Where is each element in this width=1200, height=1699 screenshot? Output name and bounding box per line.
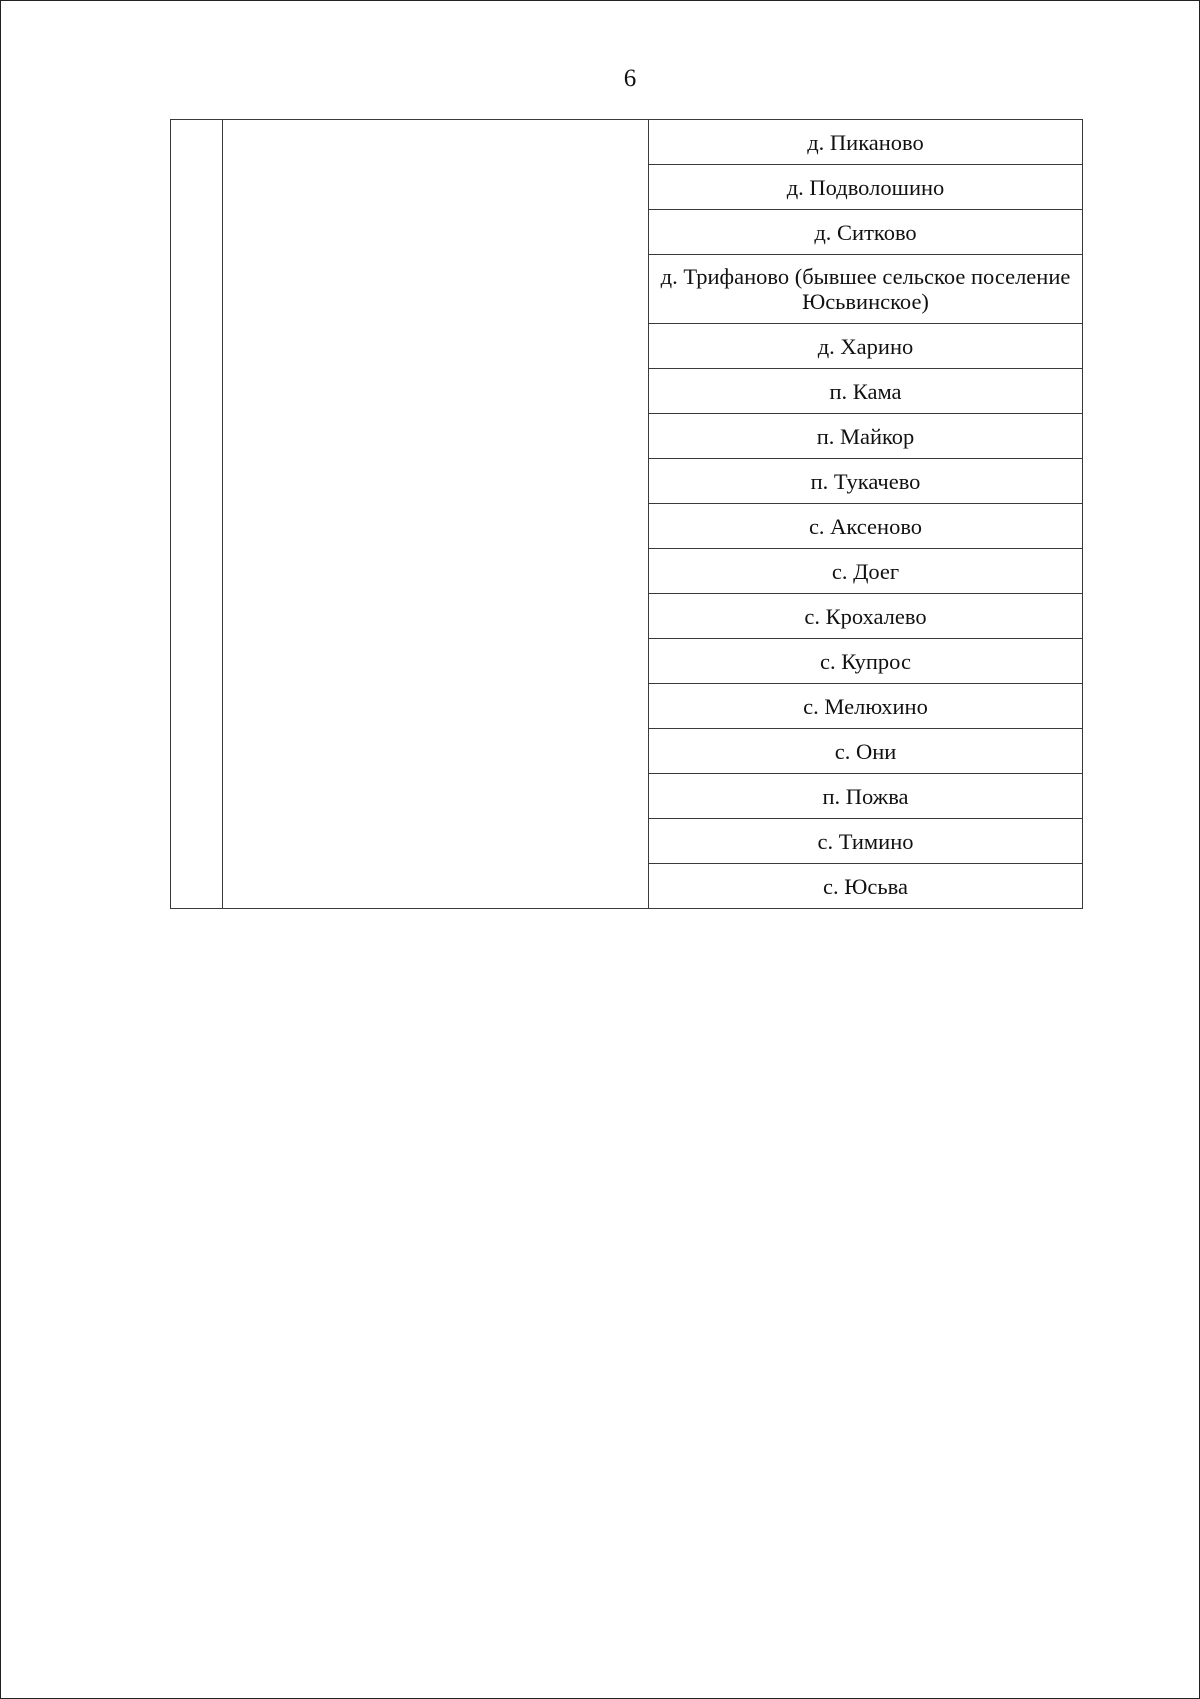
settlement-cell: п. Тукачево [649,459,1083,504]
settlement-cell: д. Пиканово [649,120,1083,165]
settlement-cell: с. Они [649,729,1083,774]
settlement-cell: п. Майкор [649,414,1083,459]
settlement-cell: с. Тимино [649,819,1083,864]
settlement-cell: с. Доег [649,549,1083,594]
settlement-cell: д. Ситково [649,210,1083,255]
table-row [171,120,1083,165]
settlement-cell: д. Харино [649,324,1083,369]
settlements-table [170,119,1083,909]
settlement-cell: с. Крохалево [649,594,1083,639]
settlement-cell: с. Мелюхино [649,684,1083,729]
settlement-cell: с. Купрос [649,639,1083,684]
page-number: 6 [623,65,637,92]
district-column-cell [223,120,649,909]
settlement-cell: д. Подволошино [649,165,1083,210]
number-column-cell [171,120,223,909]
settlement-cell: п. Кама [649,369,1083,414]
settlement-cell: п. Пожва [649,774,1083,819]
settlement-cell: д. Трифаново (бывшее сельское поселение Юсьвинское) [649,255,1083,324]
settlement-cell: с. Юсьва [649,864,1083,909]
settlement-cell: с. Аксеново [649,504,1083,549]
